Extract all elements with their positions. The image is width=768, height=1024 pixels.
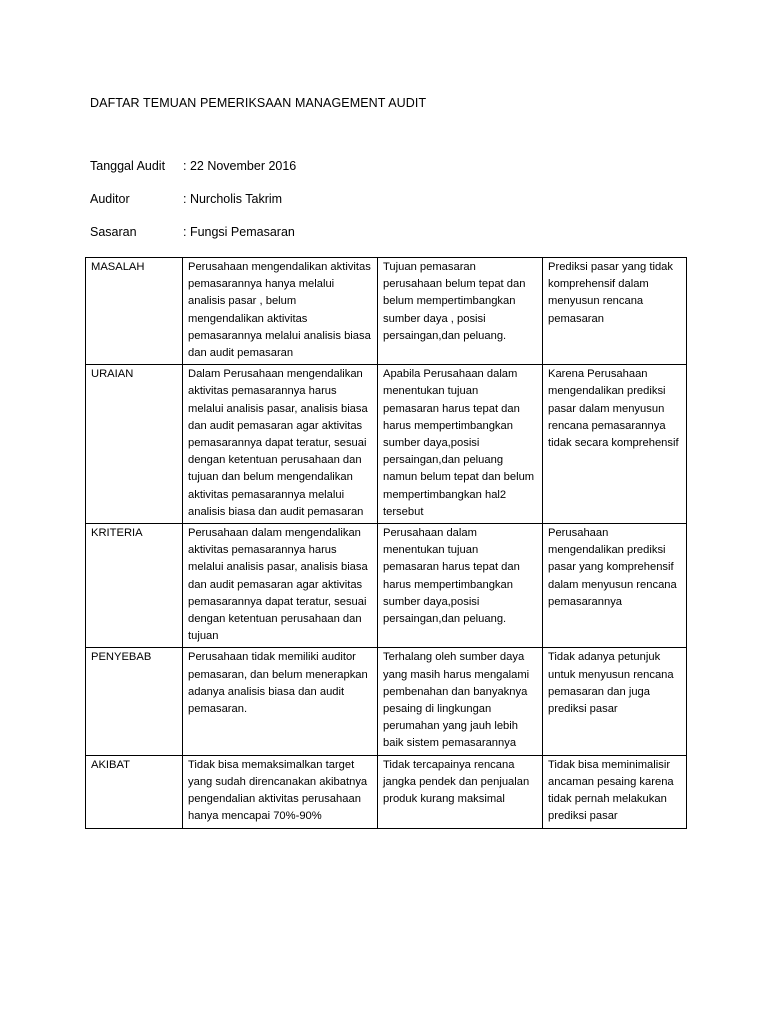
meta-row-sasaran xyxy=(90,225,295,239)
meta-label: Sasaran xyxy=(90,225,137,239)
row-header: KRITERIA xyxy=(86,524,183,648)
table-cell: Perusahaan mengendalikan aktivitas pemasarannya hanya melalui analisis pasar , belum mengendalikan aktivitas pemasarannya melalui analisis biasa dan audit pemasaran xyxy=(183,258,378,365)
table-cell: Dalam Perusahaan mengendalikan aktivitas pemasarannya harus melalui analisis pasar, analisis biasa dan audit pemasaran agar aktivitas pemasarannya dapat teratur, sesuai dengan ketentuan perusahaan dan tujuan dan belum mengendalikan aktivitas pemasarannya melalui analisis biasa dan audit pemasaran xyxy=(183,365,378,524)
table-row-akibat xyxy=(86,755,687,828)
table-cell: Tidak adanya petunjuk untuk menyusun rencana pemasaran dan juga prediksi pasar xyxy=(543,648,687,755)
document-title: DAFTAR TEMUAN PEMERIKSAAN MANAGEMENT AUDIT xyxy=(90,96,427,110)
findings-table xyxy=(85,257,687,829)
meta-row-auditor xyxy=(90,192,282,206)
meta-value: : Fungsi Pemasaran xyxy=(183,225,295,239)
table-cell: Tidak bisa meminimalisir ancaman pesaing karena tidak pernah melakukan prediksi pasar xyxy=(543,755,687,828)
table-cell: Perusahaan mengendalikan prediksi pasar yang komprehensif dalam menyusun rencana pemasarannya xyxy=(543,524,687,648)
table-cell: Tidak bisa memaksimalkan target yang sudah direncanakan akibatnya pengendalian aktivitas perusahaan hanya mencapai 70%-90% xyxy=(183,755,378,828)
table-cell: Perusahaan tidak memiliki auditor pemasaran, dan belum menerapkan adanya analisis biasa dan audit pemasaran. xyxy=(183,648,378,755)
meta-value: : 22 November 2016 xyxy=(183,159,297,173)
meta-row-tanggal-audit xyxy=(90,159,296,173)
table-cell: Terhalang oleh sumber daya yang masih harus mengalami pembenahan dan banyaknya pesaing di lingkungan perumahan yang jauh lebih baik sistem pemasarannya xyxy=(378,648,543,755)
table-cell: Tujuan pemasaran perusahaan belum tepat dan belum mempertimbangkan sumber daya , posisi persaingan,dan peluang. xyxy=(378,258,543,365)
row-header: PENYEBAB xyxy=(86,648,183,755)
table-cell: Tidak tercapainya rencana jangka pendek dan penjualan produk kurang maksimal xyxy=(378,755,543,828)
row-header: URAIAN xyxy=(86,365,183,524)
row-header: AKIBAT xyxy=(86,755,183,828)
table-cell: Karena Perusahaan mengendalikan prediksi pasar dalam menyusun rencana pemasarannya tidak secara komprehensif xyxy=(543,365,687,524)
row-header: MASALAH xyxy=(86,258,183,365)
table-row-penyebab xyxy=(86,648,687,755)
table-cell: Perusahaan dalam menentukan tujuan pemasaran harus tepat dan harus mempertimbangkan sumber daya,posisi persaingan,dan peluang. xyxy=(378,524,543,648)
table-row-masalah xyxy=(86,258,687,365)
table-cell: Prediksi pasar yang tidak komprehensif dalam menyusun rencana pemasaran xyxy=(543,258,687,365)
meta-label: Auditor xyxy=(90,192,130,206)
table-row-uraian xyxy=(86,365,687,524)
table-cell: Apabila Perusahaan dalam menentukan tujuan pemasaran harus tepat dan harus mempertimbangkan sumber daya,posisi persaingan,dan peluang namun belum tepat dan belum mempertimbangkan hal2 tersebut xyxy=(378,365,543,524)
meta-value: : Nurcholis Takrim xyxy=(183,192,283,206)
table-row-kriteria xyxy=(86,524,687,648)
table-cell: Perusahaan dalam mengendalikan aktivitas pemasarannya harus melalui analisis pasar, analisis biasa dan audit pemasaran agar aktivitas pemasarannya dapat teratur, sesuai dengan ketentuan perusahaan dan tujuan xyxy=(183,524,378,648)
meta-label: Tanggal Audit xyxy=(90,159,166,173)
